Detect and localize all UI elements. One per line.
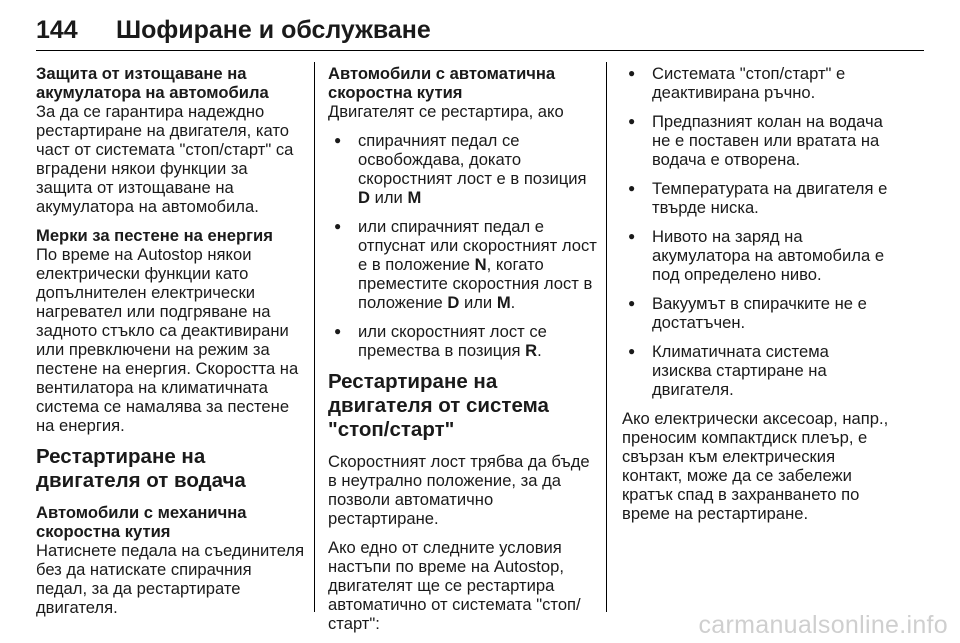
- page-number: 144: [36, 16, 78, 44]
- section-heading: Автомобили с механична скоростна кутия: [36, 503, 247, 541]
- page-header: [36, 12, 924, 52]
- section-heading-large: Рестартиране на двигателя от система "стоп/старт": [328, 370, 549, 441]
- condition-list: [328, 131, 598, 360]
- section-heading-large: Рестартиране на двигателя от водача: [36, 445, 246, 492]
- list-item: ● или скоростният лост се премества в позиция R.: [328, 322, 598, 360]
- column-3: [622, 64, 892, 533]
- section-heading: Мерки за пестене на енергия: [36, 226, 273, 245]
- paragraph: Скоростният лост трябва да бъде в неутрално положение, за да позволи автоматично рестартиране.: [328, 452, 590, 528]
- list-item: ● Вакуумът в спирачките не е достатъчен.: [622, 294, 892, 332]
- condition-list: [622, 64, 892, 399]
- header-rule: [36, 50, 924, 51]
- section-automatic-gearbox: [328, 64, 598, 121]
- list-item: ● Температурата на двигателя е твърде ниска.: [622, 179, 892, 217]
- list-item: ● Климатичната система изисква стартиране на двигателя.: [622, 342, 892, 399]
- column-divider: [314, 62, 315, 612]
- list-item: ● Системата "стоп/старт" е деактивирана ръчно.: [622, 64, 892, 102]
- section-heading: Защита от изтощаване на акумулатора на автомобила: [36, 64, 269, 102]
- list-item: ● Предпазният колан на водача не е поставен или вратата на водача е отворена.: [622, 112, 892, 169]
- column-divider: [606, 62, 607, 612]
- list-item: ● Нивото на заряд на акумулатора на автомобила е под определено ниво.: [622, 227, 892, 284]
- list-item: ● спирачният педал се освобождава, докато скоростният лост е в позиция D или M: [328, 131, 598, 207]
- section-energy-saving: [36, 226, 306, 435]
- paragraph: Ако едно от следните условия настъпи по време на Autostop, двигателят ще се рестартира автоматично от системата "стоп/старт":: [328, 538, 581, 633]
- list-item: ● или спирачният педал е отпуснат или скоростният лост е в положение N, когато преместите скоростния лост в положение D или M.: [328, 217, 598, 312]
- paragraph: Ако електрически аксесоар, напр., преносим компактдиск плеър, е свързан към електрическия контакт, може да се забележи кратък спад в захранването по време на рестартиране.: [622, 409, 889, 523]
- paragraph: За да се гарантира надеждно рестартиране на двигателя, като част от системата "стоп/старт" са вградени някои функции за защита от изтощаване на акумулатора на автомобила.: [36, 102, 294, 216]
- section-battery-protection: [36, 64, 306, 216]
- paragraph: Двигателят се рестартира, ако: [328, 102, 564, 121]
- section-manual-gearbox: [36, 503, 306, 617]
- page-title: Шофиране и обслужване: [116, 16, 431, 44]
- column-2: [328, 64, 598, 643]
- watermark: carmanualsonline.info: [698, 611, 948, 639]
- paragraph: По време на Autostop някои електрически функции като допълнителен електрически нагревател или подгряване на задното стъкло са деактивирани или превключени на режим за пестене на енергия. Скоростта на вентилатора на климатичната система се намалява за пестене на енергия.: [36, 245, 299, 435]
- column-1: [36, 64, 306, 627]
- section-heading: Автомобили с автоматична скоростна кутия: [328, 64, 556, 102]
- paragraph: Натиснете педала на съединителя без да натискате спирачния педал, за да рестартирате двигателя.: [36, 541, 305, 617]
